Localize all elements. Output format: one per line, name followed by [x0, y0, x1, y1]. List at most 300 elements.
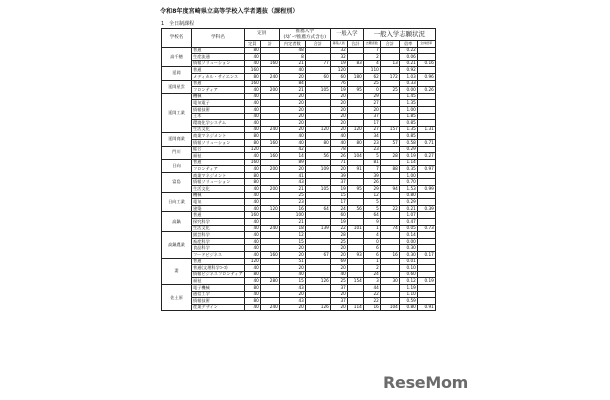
ratio-total [417, 120, 435, 127]
ratio: 0.00 [399, 238, 417, 245]
applicant-total [380, 93, 399, 100]
applicant-total [380, 146, 399, 153]
school-name: 延岡 [162, 67, 192, 80]
general-count: 19 [330, 219, 347, 226]
admission-table [161, 28, 436, 311]
applicant-total [380, 172, 399, 179]
dept-name: フードビジネス [192, 252, 245, 259]
dept-name: 環境化学システム [192, 120, 245, 127]
recommend-count: 8 [279, 54, 305, 61]
recommend-total [305, 120, 330, 127]
general-count: 39 [330, 172, 347, 179]
capacity: 40 [244, 304, 260, 311]
dept-name: 情報ソリューション [192, 179, 245, 186]
capacity: 80 [244, 179, 260, 186]
table-row [162, 291, 436, 298]
general-total: 101 [347, 225, 363, 232]
table-row [162, 100, 436, 107]
capacity: 40 [244, 186, 260, 193]
capacity-total [260, 271, 279, 278]
capacity-total: 280 [260, 278, 279, 285]
recommend-count: 43 [279, 298, 305, 305]
capacity: 40 [244, 54, 260, 61]
general-count: 22 [330, 225, 347, 232]
ratio: 1.14 [399, 159, 417, 166]
applicant-total [380, 199, 399, 206]
capacity-total: 240 [260, 304, 279, 311]
applicant-count: 62 [363, 73, 380, 80]
ratio: 0.33 [399, 80, 417, 87]
capacity-total [260, 284, 279, 291]
subheader-ratio: 倍率 [399, 41, 417, 48]
applicant-count: 110 [363, 67, 380, 74]
general-count: 15 [330, 192, 347, 199]
applicant-total: 13 [380, 60, 399, 67]
recommend-total [305, 93, 330, 100]
recommend-total: 109 [305, 166, 330, 173]
recommend-count: 20 [279, 265, 305, 272]
recommend-total [305, 192, 330, 199]
recommend-count: 20 [279, 166, 305, 173]
recommend-total [305, 67, 330, 74]
school-name: 富島 [162, 172, 192, 192]
recommend-total: 60 [305, 73, 330, 80]
recommend-count: 48 [279, 47, 305, 54]
recommend-count: 41 [279, 172, 305, 179]
applicant-total: 22 [380, 205, 399, 212]
ratio: 0.35 [399, 166, 417, 173]
ratio-total: 1.31 [417, 126, 435, 133]
general-total: 91 [347, 166, 363, 173]
general-count: 60 [330, 212, 347, 219]
table-row [162, 80, 436, 87]
dept-name: 普通 [192, 258, 245, 265]
applicant-total [380, 133, 399, 140]
table-row [162, 159, 436, 166]
general-count: 20 [330, 245, 347, 252]
applicant-total [380, 159, 399, 166]
dept-name: 電子機械 [192, 284, 245, 291]
recommend-total: 139 [305, 225, 330, 232]
applicant-total [380, 284, 399, 291]
logo-text: ReseMom [383, 373, 469, 392]
table-row [162, 106, 436, 113]
table-row [162, 284, 436, 291]
recommend-total [305, 179, 330, 186]
capacity: 40 [244, 238, 260, 245]
ratio: 1.10 [399, 291, 417, 298]
applicant-total: 88 [380, 166, 399, 173]
table-row [162, 60, 436, 67]
ratio-total [417, 106, 435, 113]
capacity-total [260, 192, 279, 199]
capacity: 80 [244, 298, 260, 305]
header-recommend-sub: (ｽﾎﾟｰﾂ推薦方式含む) [283, 34, 327, 40]
table-row [162, 87, 436, 94]
recommend-count: 51 [279, 258, 305, 265]
general-count: 20 [330, 304, 347, 311]
capacity-total: 240 [260, 126, 279, 133]
general-total [347, 113, 363, 120]
general-total [347, 133, 363, 140]
ratio: 0.85 [399, 133, 417, 140]
applicant-count: 5 [363, 199, 380, 206]
table-row [162, 120, 436, 127]
capacity: 40 [244, 60, 260, 67]
recommend-count: 20 [279, 291, 305, 298]
general-count: 28 [330, 232, 347, 239]
applicant-count: 16 [363, 304, 380, 311]
recommend-total [305, 271, 330, 278]
general-total [347, 219, 363, 226]
ratio: 0.21 [399, 205, 417, 212]
recommend-total [305, 238, 330, 245]
table-row [162, 232, 436, 239]
ratio: 1.53 [399, 186, 417, 193]
capacity-total [260, 54, 279, 61]
table-row [162, 192, 436, 199]
recommend-count: 84 [279, 80, 305, 87]
capacity-total: 160 [260, 252, 279, 259]
recommend-total [305, 146, 330, 153]
capacity-total [260, 212, 279, 219]
applicant-count: 26 [363, 179, 380, 186]
capacity-total: 160 [260, 153, 279, 160]
recommend-count: 20 [279, 106, 305, 113]
general-total [347, 54, 363, 61]
document-title: 令和8年度宮崎県立高等学校入学者選抜（課程別） [160, 8, 299, 15]
capacity-total [260, 291, 279, 298]
dept-name: 普通 [192, 212, 245, 219]
dept-name: メディカル・サイエンス [192, 73, 245, 80]
ratio: 0.21 [399, 60, 417, 67]
general-total [347, 192, 363, 199]
ratio: 1.35 [399, 126, 417, 133]
applicant-total [380, 298, 399, 305]
capacity: 40 [244, 192, 260, 199]
recommend-count: 14 [279, 153, 305, 160]
ratio: 0.29 [399, 199, 417, 206]
general-total [347, 159, 363, 166]
general-total: 114 [347, 304, 363, 311]
capacity: 40 [244, 126, 260, 133]
general-total [347, 298, 363, 305]
general-count: 37 [330, 284, 347, 291]
dept-name: 普通 [192, 159, 245, 166]
recommend-total: 105 [305, 87, 330, 94]
ratio: 0.29 [399, 146, 417, 153]
school-name: 延岡星雲 [162, 80, 192, 93]
dept-name: 普通(文理科学ｺｰｽ) [192, 265, 245, 272]
general-total [347, 291, 363, 298]
applicant-count: 5 [363, 153, 380, 160]
capacity-total [260, 120, 279, 127]
table-row [162, 186, 436, 193]
table-row [162, 73, 436, 80]
capacity-total [260, 199, 279, 206]
dept-name: 普通 [192, 67, 245, 74]
capacity: 80 [244, 73, 260, 80]
subheader-ratio-total: 全体倍率 [417, 41, 435, 48]
general-total [347, 172, 363, 179]
capacity: 80 [244, 133, 260, 140]
recommend-count: 15 [279, 238, 305, 245]
applicant-total [380, 113, 399, 120]
header-capacity: 定員 [244, 29, 279, 41]
table-row [162, 304, 436, 311]
applicant-count: 34 [363, 133, 380, 140]
general-count: 76 [330, 80, 347, 87]
applicant-count: 2 [363, 54, 380, 61]
applicant-count: 29 [363, 186, 380, 193]
applicant-count: 23 [363, 139, 380, 146]
recommend-count: 40 [279, 271, 305, 278]
subheader-rec-total: 合計 [305, 41, 330, 48]
applicant-count: 4 [363, 60, 380, 67]
general-count: 26 [330, 153, 347, 160]
recommend-total [305, 133, 330, 140]
recommend-count: 40 [279, 139, 305, 146]
subheader-cap-total: 計 [260, 41, 279, 48]
recommend-count: 43 [279, 284, 305, 291]
dept-name: 電気 [192, 199, 245, 206]
table-row [162, 252, 436, 259]
table-row [162, 265, 436, 272]
applicant-count: 22 [363, 298, 380, 305]
capacity-total: 200 [260, 87, 279, 94]
school-name: 日向工業 [162, 192, 192, 212]
general-total [347, 80, 363, 87]
general-count: 120 [330, 67, 347, 74]
dept-name: 情報ソリューション [192, 60, 245, 67]
dept-name: 土木 [192, 113, 245, 120]
recommend-total [305, 284, 330, 291]
school-name: 高鍋農業 [162, 232, 192, 258]
ratio-total [417, 238, 435, 245]
capacity-total [260, 245, 279, 252]
dept-name: 電気電子 [192, 100, 245, 107]
recommend-count: 15 [279, 278, 305, 285]
ratio: 0.80 [399, 192, 417, 199]
capacity: 40 [244, 113, 260, 120]
table-row [162, 47, 436, 54]
general-count: 37 [330, 179, 347, 186]
capacity-total [260, 47, 279, 54]
recommend-total [305, 199, 330, 206]
capacity-total: 120 [260, 205, 279, 212]
general-count: 20 [330, 252, 347, 259]
recommend-count: 18 [279, 225, 305, 232]
ratio-total [417, 212, 435, 219]
capacity: 40 [244, 245, 260, 252]
general-count: 32 [330, 47, 347, 54]
recommend-total: 64 [305, 205, 330, 212]
dept-name: 福祉 [192, 278, 245, 285]
ratio-total [417, 80, 435, 87]
recommend-count: 20 [279, 252, 305, 259]
recommend-total [305, 100, 330, 107]
recommend-count: 40 [279, 133, 305, 140]
capacity-total: 160 [260, 60, 279, 67]
general-total: 104 [347, 153, 363, 160]
ratio-total: 0.91 [417, 304, 435, 311]
subheader-cap: 定員 [244, 41, 260, 48]
general-total [347, 120, 363, 127]
applicant-total [380, 192, 399, 199]
dept-name: 通信工学 [192, 291, 245, 298]
applicant-count: 64 [363, 212, 380, 219]
general-total [347, 47, 363, 54]
capacity: 160 [244, 212, 260, 219]
general-count: 17 [330, 199, 347, 206]
applicant-total [380, 265, 399, 272]
general-total [347, 212, 363, 219]
ratio: 0.06 [399, 54, 417, 61]
ratio-total [417, 232, 435, 239]
recommend-total: 80 [305, 139, 330, 146]
general-total [347, 179, 363, 186]
applicant-count: 23 [363, 146, 380, 153]
general-total: 180 [347, 73, 363, 80]
applicant-total: 74 [380, 225, 399, 232]
ratio-total: 0.19 [417, 278, 435, 285]
general-total [347, 146, 363, 153]
header-general: 一般入学 [330, 29, 363, 41]
ratio: 0.22 [399, 47, 417, 54]
table-row [162, 126, 436, 133]
table-row [162, 146, 436, 153]
applicant-total: 30 [380, 278, 399, 285]
applicant-total [380, 80, 399, 87]
applicant-total [380, 100, 399, 107]
applicant-total: 104 [380, 304, 399, 311]
dept-name: フロンティア [192, 166, 245, 173]
capacity: 40 [244, 205, 260, 212]
recommend-total [305, 232, 330, 239]
capacity-total [260, 238, 279, 245]
dept-name: 建築 [192, 205, 245, 212]
capacity-total: 200 [260, 186, 279, 193]
capacity-total: 160 [260, 139, 279, 146]
capacity: 120 [244, 146, 260, 153]
ratio: 0.12 [399, 278, 417, 285]
general-count: 19 [330, 87, 347, 94]
applicant-count: 27 [363, 126, 380, 133]
applicant-total: 57 [380, 139, 399, 146]
capacity: 80 [244, 139, 260, 146]
capacity-total [260, 106, 279, 113]
general-count: 32 [330, 54, 347, 61]
ratio-total [417, 113, 435, 120]
ratio: 0.70 [399, 179, 417, 186]
capacity-total [260, 258, 279, 265]
ratio-total [417, 258, 435, 265]
general-total: 80 [347, 139, 363, 146]
capacity: 80 [244, 47, 260, 54]
table-row [162, 54, 436, 61]
general-total: 154 [347, 278, 363, 285]
dept-name: 食品科学 [192, 245, 245, 252]
general-count: 20 [330, 100, 347, 107]
table-row [162, 205, 436, 212]
general-total: 95 [347, 186, 363, 193]
applicant-total: 28 [380, 153, 399, 160]
applicant-count: 3 [363, 278, 380, 285]
recommend-count: 23 [279, 199, 305, 206]
dept-name: フロンティア [192, 87, 245, 94]
recommend-count: 20 [279, 126, 305, 133]
ratio: 0.92 [399, 67, 417, 74]
ratio: 0.30 [399, 252, 417, 259]
recommend-total: 77 [305, 60, 330, 67]
recommend-total [305, 47, 330, 54]
dept-name: 畜産科学 [192, 238, 245, 245]
recommend-count: 89 [279, 159, 305, 166]
general-total [347, 106, 363, 113]
general-total [347, 199, 363, 206]
ratio-total: 0.73 [417, 225, 435, 232]
ratio: 0.58 [399, 139, 417, 146]
ratio-total: 0.27 [417, 153, 435, 160]
resemom-logo [383, 373, 468, 392]
dept-name: 生活文化 [192, 126, 245, 133]
recommend-total [305, 113, 330, 120]
header-recommend [279, 29, 330, 41]
recommend-total: 105 [305, 186, 330, 193]
recommend-count: 12 [279, 232, 305, 239]
applicant-total [380, 291, 399, 298]
dept-name: 生産流通 [192, 54, 245, 61]
ratio: 1.19 [399, 284, 417, 291]
ratio-total [417, 265, 435, 272]
recommend-total [305, 265, 330, 272]
table-row [162, 113, 436, 120]
capacity-total [260, 146, 279, 153]
header-school: 学校名 [162, 29, 192, 48]
dept-name: 園芸科学 [192, 232, 245, 239]
school-name: 佐土原 [162, 284, 192, 310]
general-count: 60 [330, 73, 347, 80]
applicant-count: 1 [363, 225, 380, 232]
dept-name: 探究科学 [192, 219, 245, 226]
capacity-total [260, 113, 279, 120]
table-row [162, 153, 436, 160]
dept-name: 情報技術 [192, 106, 245, 113]
applicant-total [380, 106, 399, 113]
recommend-total: 126 [305, 278, 330, 285]
dept-name: 生活文化 [192, 186, 245, 193]
subheader-gen-total: 合計 [347, 41, 363, 48]
ratio-total [417, 179, 435, 186]
applicant-count: 7 [363, 166, 380, 173]
recommend-count: 40 [279, 67, 305, 74]
ratio-total [417, 271, 435, 278]
ratio: 0.05 [399, 225, 417, 232]
recommend-count: 20 [279, 100, 305, 107]
ratio: 1.00 [399, 172, 417, 179]
school-name: 延岡商業 [162, 133, 192, 146]
applicant-count: 1 [363, 258, 380, 265]
recommend-count: 21 [279, 87, 305, 94]
ratio-total [417, 47, 435, 54]
ratio-total [417, 100, 435, 107]
ratio: 0.80 [399, 304, 417, 311]
ratio-total: 0.71 [417, 139, 435, 146]
recommend-total: 56 [305, 153, 330, 160]
capacity: 80 [244, 172, 260, 179]
ratio-total: 0.26 [417, 87, 435, 94]
general-count: 25 [330, 238, 347, 245]
